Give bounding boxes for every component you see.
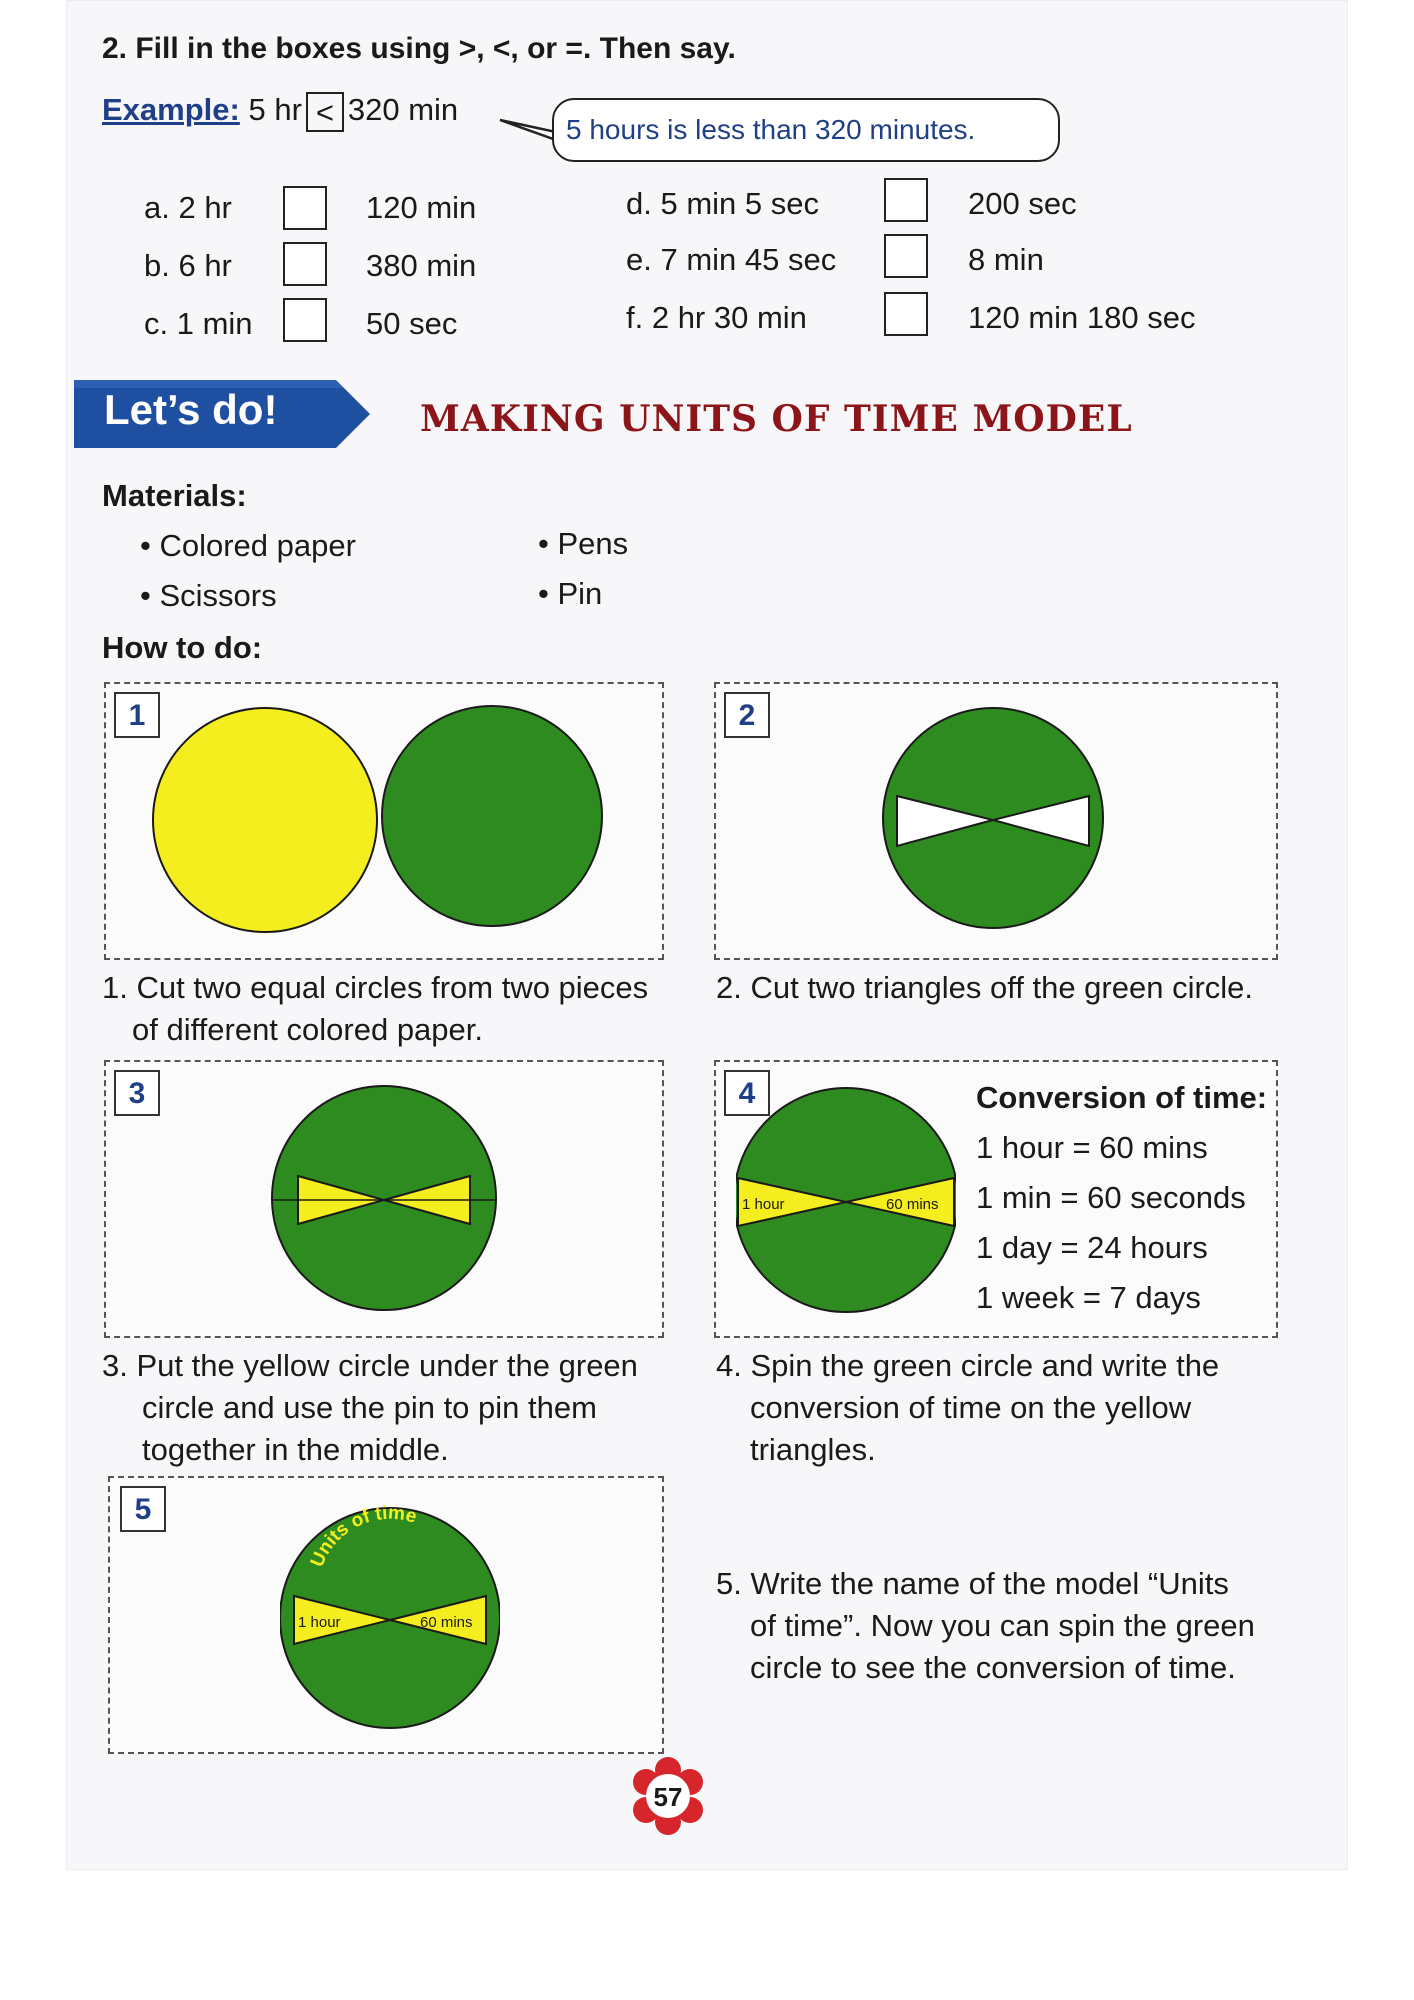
item-a-right: 120 min xyxy=(366,190,477,225)
conversion-line-4: 1 week = 7 days xyxy=(976,1280,1201,1315)
step-5-illustration xyxy=(280,1494,500,1740)
material-pens: • Pens xyxy=(538,526,629,561)
example-label: Example: xyxy=(102,92,240,128)
step-2-caption: 2. Cut two triangles off the green circle. xyxy=(716,970,1254,1005)
activity-title: MAKING UNITS OF TIME MODEL xyxy=(420,398,1133,440)
page-number: 57 xyxy=(653,1782,683,1812)
step-3-caption-line2: circle and use the pin to pin them xyxy=(142,1390,597,1425)
page-number-badge xyxy=(628,1756,708,1836)
answer-box-e[interactable] xyxy=(884,234,928,278)
triangle-label-right: 60 mins xyxy=(886,1196,939,1213)
step-3-caption-line1: 3. Put the yellow circle under the green xyxy=(102,1348,638,1383)
step-4-caption-line1: 4. Spin the green circle and write the xyxy=(716,1348,1220,1383)
conversion-title: Conversion of time: xyxy=(976,1080,1268,1115)
step-1-caption-line1: 1. Cut two equal circles from two pieces xyxy=(102,970,649,1005)
step-5-caption-line1: 5. Write the name of the model “Units xyxy=(716,1566,1229,1601)
answer-box-d[interactable] xyxy=(884,178,928,222)
triangle-label-right: 60 mins xyxy=(420,1614,473,1631)
example-speech-bubble: 5 hours is less than 320 minutes. xyxy=(552,98,1060,162)
item-f-right: 120 min 180 sec xyxy=(968,300,1196,335)
item-b-right: 380 min xyxy=(366,248,477,283)
step-1-illustration xyxy=(150,700,630,950)
material-pin: • Pin xyxy=(538,576,603,611)
item-c-right: 50 sec xyxy=(366,306,458,341)
step-2-illustration xyxy=(880,700,1110,936)
step-4-illustration xyxy=(736,1080,956,1320)
answer-box-c[interactable] xyxy=(283,298,327,342)
conversion-line-2: 1 min = 60 seconds xyxy=(976,1180,1246,1215)
answer-box-b[interactable] xyxy=(283,242,327,286)
answer-box-f[interactable] xyxy=(884,292,928,336)
exercise-instruction: 2. Fill in the boxes using >, <, or =. Then say. xyxy=(102,32,736,65)
example-row xyxy=(102,92,458,132)
step-1-number: 1 xyxy=(114,692,160,738)
conversion-line-3: 1 day = 24 hours xyxy=(976,1230,1208,1265)
step-4-caption-line2: conversion of time on the yellow xyxy=(750,1390,1192,1425)
example-symbol-box: < xyxy=(306,92,344,132)
example-right: 320 min xyxy=(347,92,459,128)
lets-do-banner xyxy=(74,376,374,452)
example-left: 5 hr xyxy=(248,92,302,128)
item-e-right: 8 min xyxy=(968,242,1044,277)
step-5-number: 5 xyxy=(120,1486,166,1532)
item-e-label: e. 7 min 45 sec xyxy=(626,242,837,277)
item-d-right: 200 sec xyxy=(968,186,1077,221)
step-4-caption-line3: triangles. xyxy=(750,1432,876,1467)
step-5-caption-line3: circle to see the conversion of time. xyxy=(750,1650,1236,1685)
item-c-label: c. 1 min xyxy=(144,306,253,341)
item-a-label: a. 2 hr xyxy=(144,190,232,225)
item-f-label: f. 2 hr 30 min xyxy=(626,300,807,335)
step-4-number: 4 xyxy=(724,1070,770,1116)
answer-box-a[interactable] xyxy=(283,186,327,230)
material-scissors: • Scissors xyxy=(140,578,277,613)
step-5-caption-line2: of time”. Now you can spin the green xyxy=(750,1608,1255,1643)
banner-text: Let’s do! xyxy=(104,386,278,433)
triangle-label-left: 1 hour xyxy=(298,1614,341,1631)
item-b-label: b. 6 hr xyxy=(144,248,232,283)
material-colored-paper: • Colored paper xyxy=(140,528,356,563)
materials-heading: Materials: xyxy=(102,478,247,513)
flower-icon xyxy=(628,1756,708,1836)
step-3-illustration xyxy=(270,1078,500,1318)
step-2-number: 2 xyxy=(724,692,770,738)
model-name-text: Units of time xyxy=(306,1502,420,1571)
yellow-circle xyxy=(153,708,377,932)
bubble-tail xyxy=(498,112,558,142)
step-3-caption-line3: together in the middle. xyxy=(142,1432,449,1467)
triangle-label-left: 1 hour xyxy=(742,1196,785,1213)
step-1-caption-line2: of different colored paper. xyxy=(132,1012,484,1047)
green-circle xyxy=(382,706,602,926)
conversion-line-1: 1 hour = 60 mins xyxy=(976,1130,1208,1165)
step-3-number: 3 xyxy=(114,1070,160,1116)
howto-heading: How to do: xyxy=(102,630,263,665)
item-d-label: d. 5 min 5 sec xyxy=(626,186,819,221)
